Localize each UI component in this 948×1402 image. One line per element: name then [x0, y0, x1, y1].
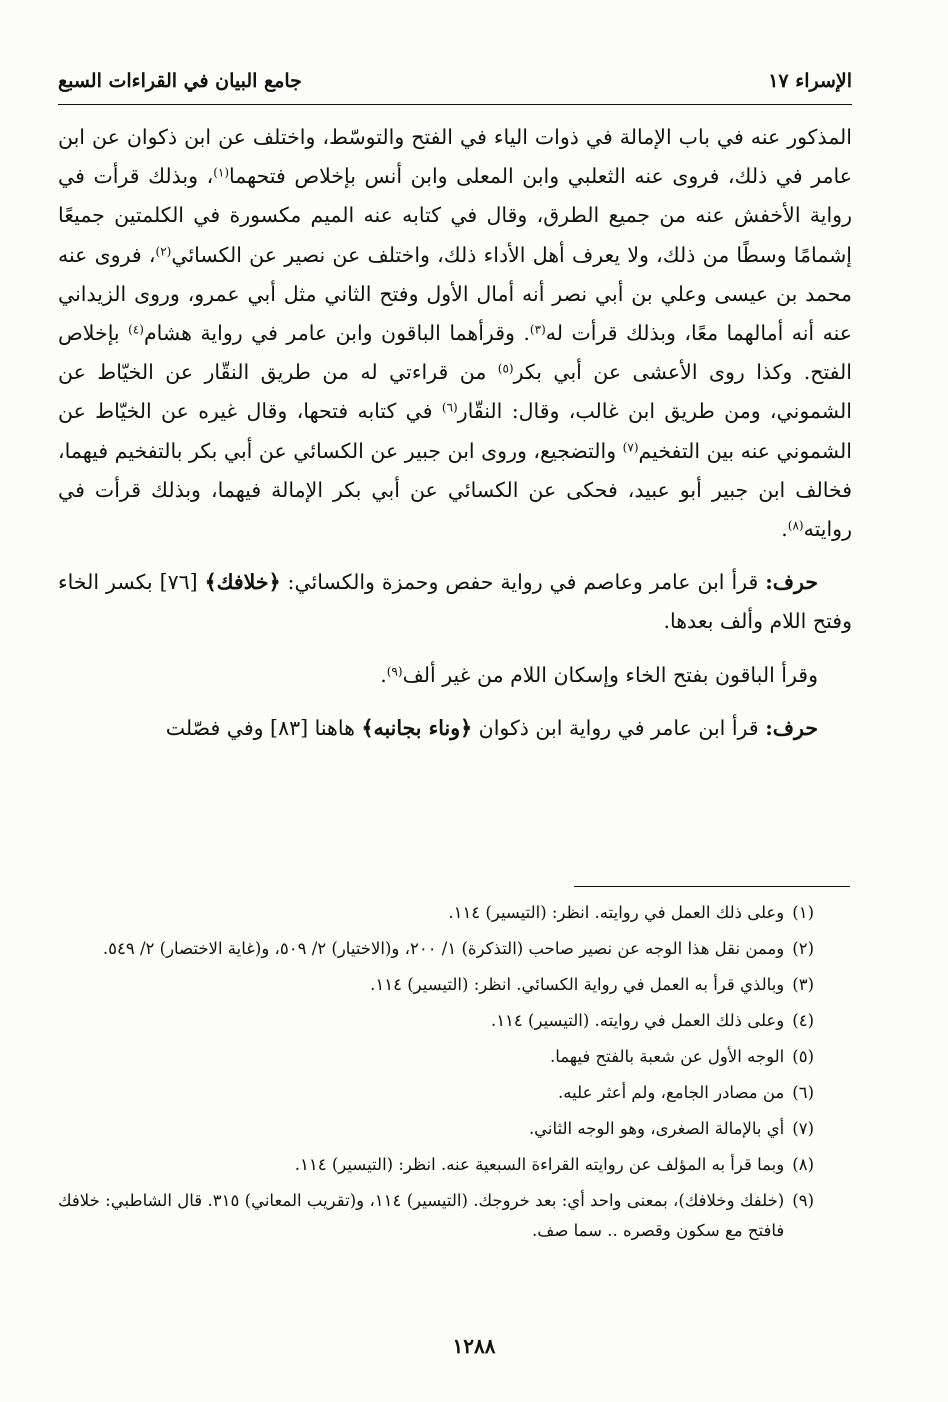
text-run: المذكور عنه في باب الإمالة في ذوات الياء في الفتح والتوسّط، واختلف عن ابن ذكوان عن ابن عامر في ذلك، فروى عنه الثعلبي وابن المعلى وابن أنس بإخلاص فتحهما [58, 125, 852, 189]
footnote-2 [58, 934, 814, 964]
main-text [58, 118, 852, 748]
footnote-ref-3[interactable]: (٣) [529, 322, 546, 337]
paragraph-3 [58, 656, 852, 695]
footnote-number: (١) [792, 903, 814, 922]
footnote-4 [58, 1006, 814, 1036]
text-run: والتضجيع، وروى ابن جبير عن الكسائي عن أبي بكر بالتفخيم فيهما، فخالف ابن جبير أبو عبيد، فحكى عن الكسائي عن أبي بكر الإمالة فيهما، وبذلك قرأت في روايته [58, 438, 852, 542]
text-run: . [781, 517, 788, 542]
footnote-ref-5[interactable]: (٥) [497, 361, 514, 376]
footnote-text: وممن نقل هذا الوجه عن نصير صاحب (التذكرة) ١/ ٢٠٠، و(الاختيار) ٢/ ٥٠٩، و(غاية الاختصار) ٢/ ٥٤٩. [102, 939, 785, 958]
text-run: هاهنا [٨٣] وفي فصّلت [165, 715, 362, 740]
footnote-3 [58, 970, 814, 1000]
footnote-text: أي بالإمالة الصغرى، وهو الوجه الثاني. [528, 1119, 785, 1138]
text-run: من قراءتي له من طريق النقّار عن الخيّاط عن الشموني، ومن طريق ابن غالب، وقال: النقّار [58, 360, 852, 424]
footnote-1 [58, 898, 814, 928]
footnote-number: (٦) [792, 1083, 814, 1102]
paragraph-1 [58, 118, 852, 549]
footnote-ref-4[interactable]: (٤) [128, 322, 144, 337]
footnote-5 [58, 1042, 814, 1072]
text-run: ، فروى عنه محمد بن عيسى وعلي بن أبي نصر أنه أمال الأول وفتح الثاني مثل أبي عمرو، وروى الزيداني عنه أنه أمالهما معًا، وبذلك قرأت له [58, 242, 852, 346]
footnote-ref-2[interactable]: (٢) [155, 244, 172, 259]
footnote-number: (٤) [792, 1011, 814, 1030]
text-run: [٧٦] بكسر الخاء وفتح اللام وألف بعدها. [58, 570, 852, 634]
footnote-ref-7[interactable]: (٧) [622, 440, 639, 455]
footnote-9 [58, 1186, 814, 1246]
footnote-text: وعلى ذلك العمل في روايته. انظر: (التيسير) ١١٤. [448, 903, 785, 922]
page-number: ١٢٨٨ [452, 1334, 496, 1358]
footnote-ref-1[interactable]: (١) [213, 165, 230, 180]
text-run: في كتابه فتحها، وقال غيره عن الخيّاط عن الشموني عنه بين التفخيم [58, 399, 852, 463]
chapter-label: الإسراء ١٧ [768, 70, 852, 92]
footnote-number: (٣) [792, 975, 814, 994]
text-run: . وقرأهما الباقون وابن عامر في رواية هشام [143, 321, 530, 346]
book-title: جامع البيان في القراءات السبع [58, 70, 302, 92]
quranic-word: ﴿وناء بجانبه﴾ [361, 715, 473, 740]
entry-label: حرف: [765, 570, 819, 595]
footnote-number: (٧) [792, 1119, 814, 1138]
text-run: . [380, 662, 387, 687]
quranic-word: ﴿خلافك﴾ [204, 570, 281, 595]
footnote-text: وبالذي قرأ به العمل في رواية الكسائي. انظر: (التيسير) ١١٤. [370, 975, 785, 994]
footnote-number: (٨) [792, 1155, 814, 1174]
footnote-number: (٩) [792, 1191, 814, 1210]
footnote-text: وبما قرأ به المؤلف عن روايته القراءة السبعية عنه. انظر: (التيسير) ١١٤. [294, 1155, 785, 1174]
text-run: بإخلاص الفتح. وكذا روى الأعشى عن أبي بكر [58, 321, 852, 385]
paragraph-4 [58, 709, 852, 748]
footnote-6 [58, 1078, 814, 1108]
footnote-ref-8[interactable]: (٨) [787, 518, 804, 533]
entry-label: حرف: [765, 715, 818, 740]
footnote-7 [58, 1114, 814, 1144]
text-run: وقرأ الباقون بفتح الخاء وإسكان اللام من غير ألف [402, 662, 818, 687]
footnote-text: (خلفك وخلافك)، بمعنى واحد أي: بعد خروجك. (التيسير) ١١٤، و(تقريب المعاني) ٣١٥. قال الشاطبي: خلافك فافتح مع سكون وقصره .. سما صف. [58, 1191, 785, 1240]
footnote-text: وعلى ذلك العمل في روايته. (التيسير) ١١٤. [490, 1011, 785, 1030]
footnote-number: (٥) [792, 1047, 814, 1066]
running-header [58, 64, 852, 98]
header-rule [58, 104, 852, 105]
text-run: قرأ ابن عامر وعاصم في رواية حفص وحمزة والكسائي: [280, 570, 766, 595]
footnote-ref-6[interactable]: (٦) [441, 400, 458, 415]
text-run: قرأ ابن عامر في رواية ابن ذكوان [472, 715, 766, 740]
paragraph-2 [58, 563, 852, 641]
footnote-separator [574, 886, 850, 887]
text-run: ، وبذلك قرأت في رواية الأخفش عنه من جميع الطرق، وقال في كتابه عنه الميم مكسورة في الكلمتين جميعًا إشمامًا وسطًا من ذلك، ولا يعرف أهل الأداء ذلك، واختلف عن نصير عن الكسائي [58, 164, 852, 267]
footnote-8 [58, 1150, 814, 1180]
footnote-number: (٢) [792, 939, 814, 958]
footnote-text: الوجه الأول عن شعبة بالفتح فيهما. [549, 1047, 785, 1066]
footnote-text: من مصادر الجامع، ولم أعثر عليه. [558, 1083, 785, 1102]
footnote-ref-9[interactable]: (٩) [386, 664, 403, 679]
footnotes [58, 898, 814, 1252]
